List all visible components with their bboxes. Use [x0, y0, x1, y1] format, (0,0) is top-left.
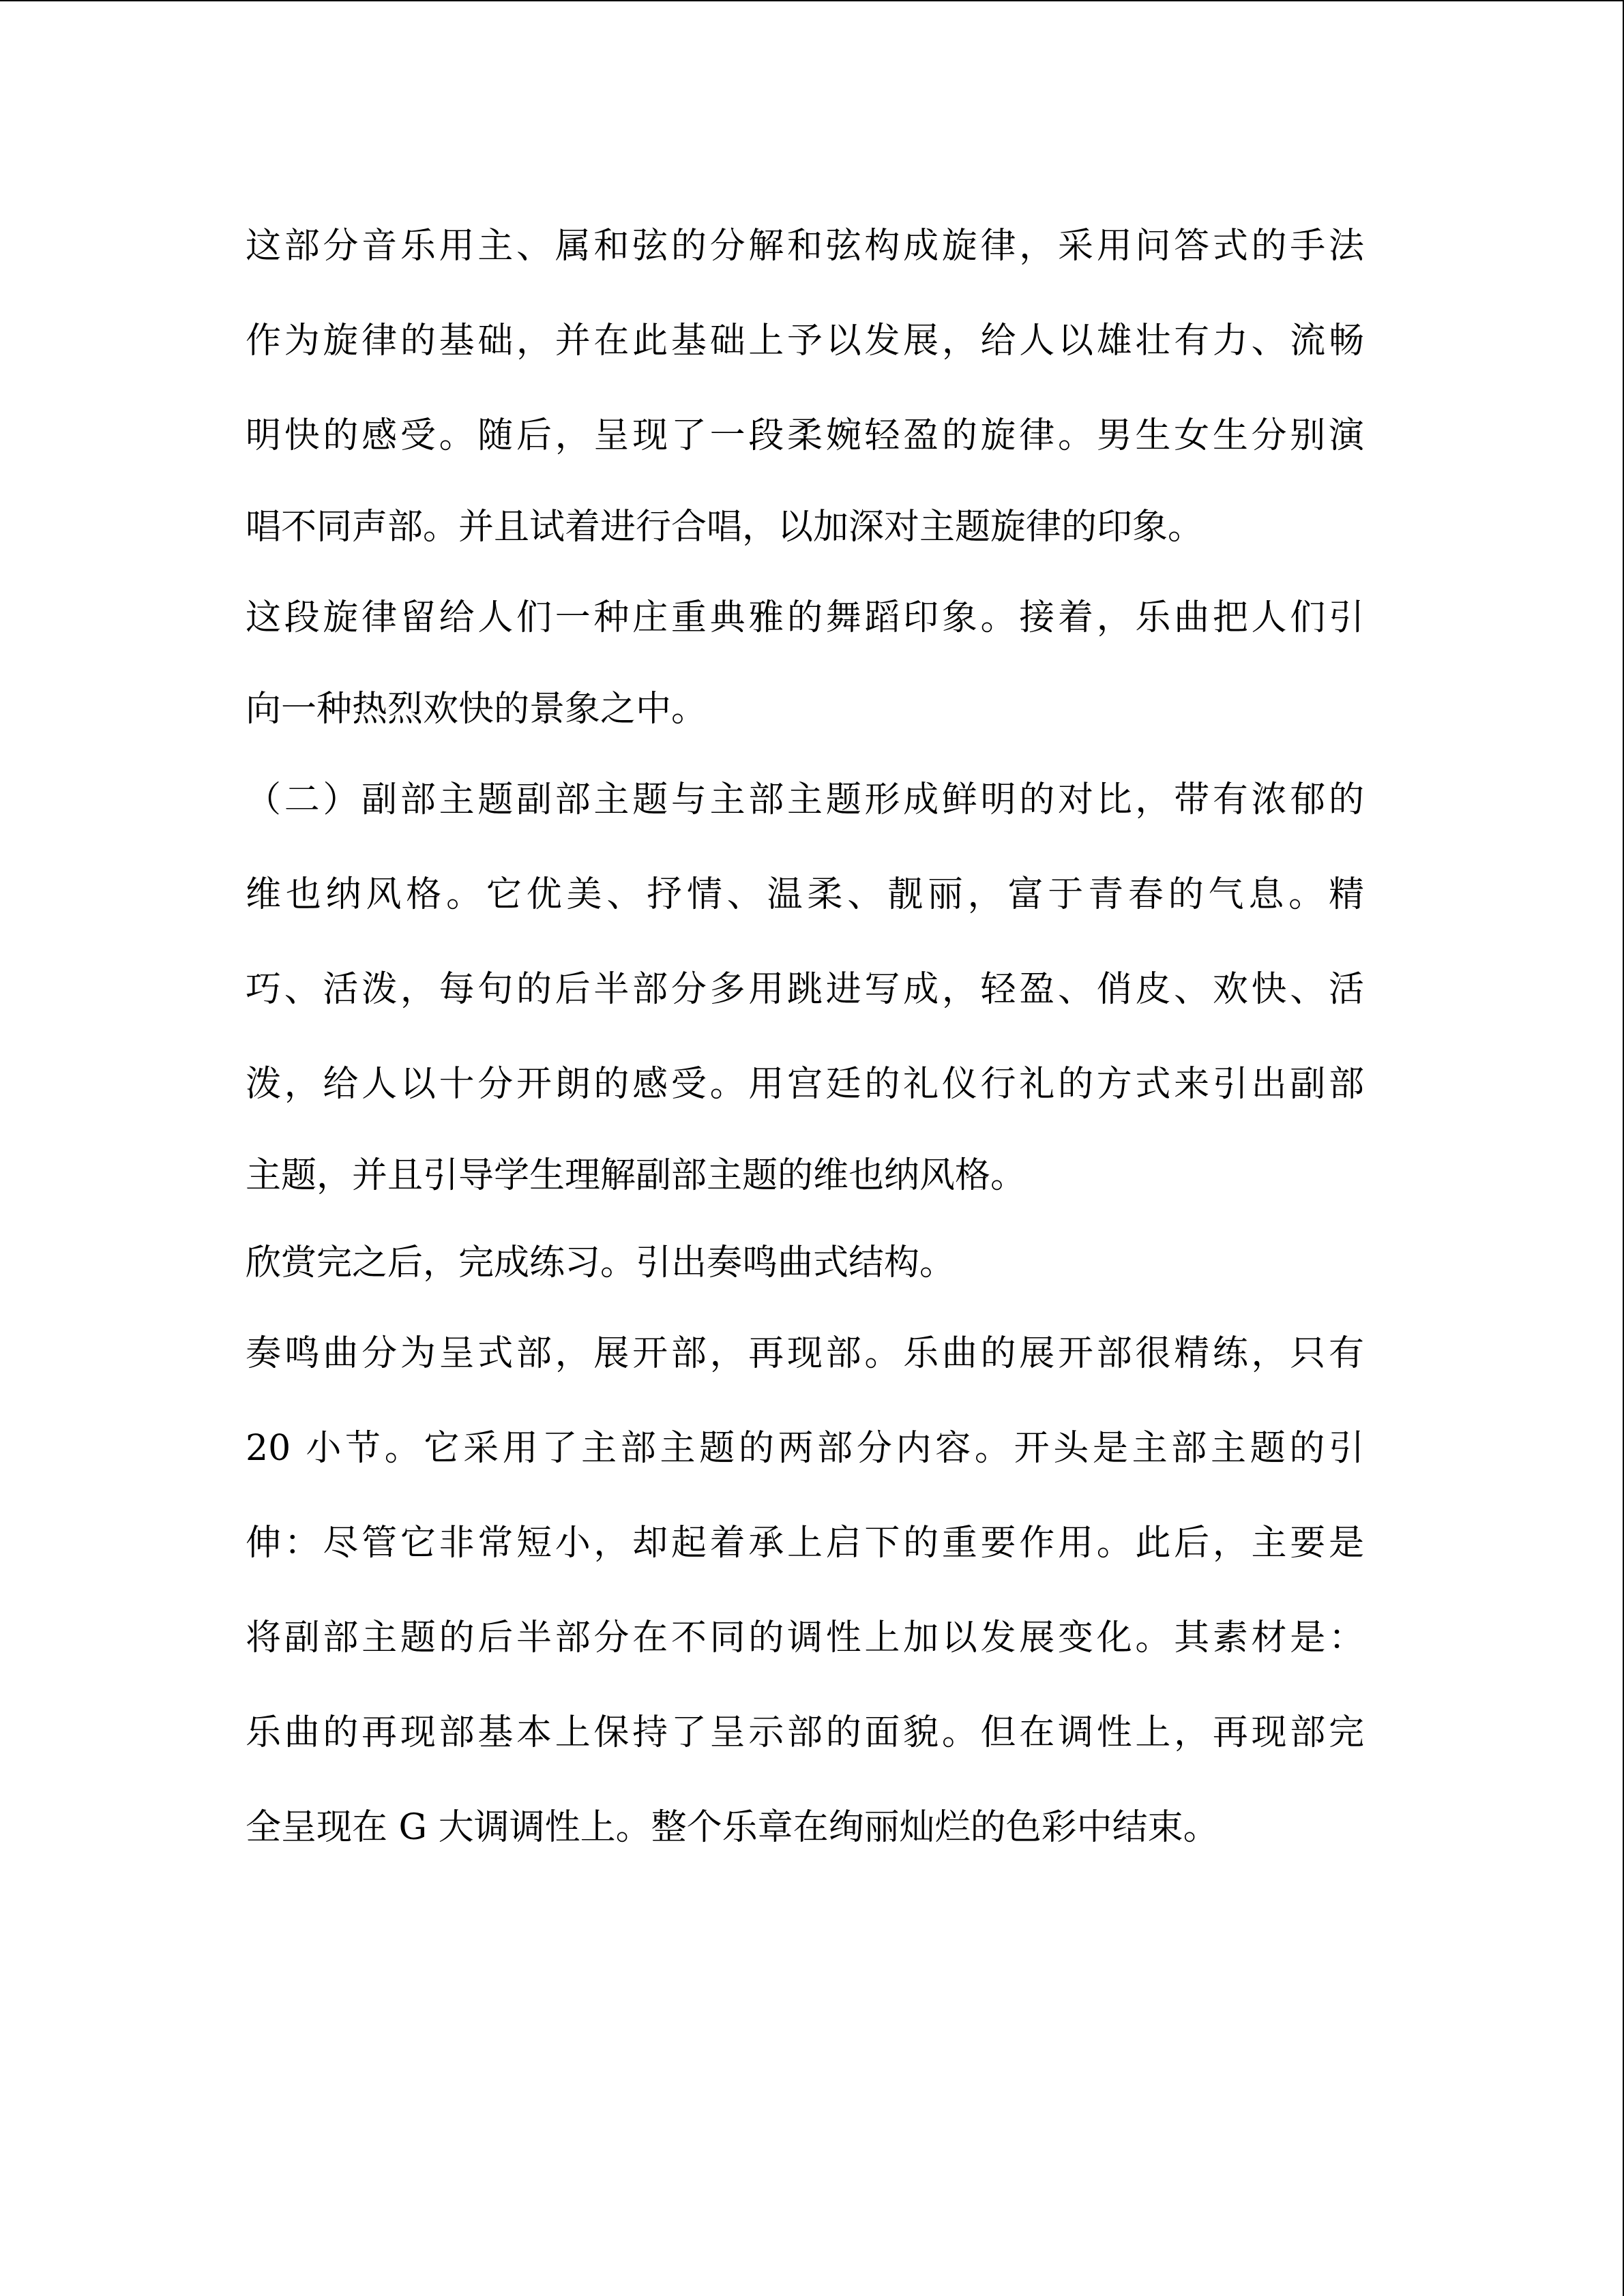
paragraph-line: 主题，并且引导学生理解副部主题的维也纳风格。 [246, 1155, 1027, 1196]
paragraph-line: 欣赏完之后，完成练习。引出奏鸣曲式结构。 [246, 1242, 956, 1283]
paragraph-line: 伸：尽管它非常短小，却起着承上启下的重要作用。此后，主要是 [246, 1523, 1364, 1564]
paragraph-line: 向一种热烈欢快的景象之中。 [246, 689, 707, 730]
paragraph-line: （二）副部主题副部主题与主部主题形成鲜明的对比，带有浓郁的 [246, 779, 1364, 820]
paragraph-line: 将副部主题的后半部分在不同的调性上加以发展变化。其素材是： [246, 1617, 1364, 1658]
paragraph-line: 维也纳风格。它优美、抒情、温柔、靓丽，富于青春的气息。精 [246, 874, 1364, 915]
paragraph-line: 泼，给人以十分开朗的感受。用宫廷的礼仪行礼的方式来引出副部 [246, 1064, 1364, 1105]
paragraph-line: 这段旋律留给人们一种庄重典雅的舞蹈印象。接着，乐曲把人们引 [246, 597, 1364, 638]
paragraph-line: 这部分音乐用主、属和弦的分解和弦构成旋律，采用问答式的手法 [246, 226, 1364, 267]
paragraph-line: 全呈现在 G 大调调性上。整个乐章在绚丽灿烂的色彩中结束。 [246, 1807, 1219, 1848]
paragraph-line: 明快的感受。随后，呈现了一段柔婉轻盈的旋律。男生女生分别演 [246, 415, 1364, 456]
paragraph-line: 唱不同声部。并且试着进行合唱，以加深对主题旋律的印象。 [246, 507, 1204, 548]
paragraph-line: 作为旋律的基础，并在此基础上予以发展，给人以雄壮有力、流畅 [246, 320, 1364, 361]
paragraph-line: 巧、活泼，每句的后半部分多用跳进写成，轻盈、俏皮、欢快、活 [246, 969, 1364, 1010]
paragraph-line: 乐曲的再现部基本上保持了呈示部的面貌。但在调性上，再现部完 [246, 1712, 1364, 1753]
document-body [246, 199, 1364, 1875]
paragraph-line: 奏鸣曲分为呈式部，展开部，再现部。乐曲的展开部很精练，只有 [246, 1333, 1364, 1374]
paragraph-line: 20 小节。它采用了主部主题的两部分内容。开头是主部主题的引 [246, 1428, 1364, 1469]
